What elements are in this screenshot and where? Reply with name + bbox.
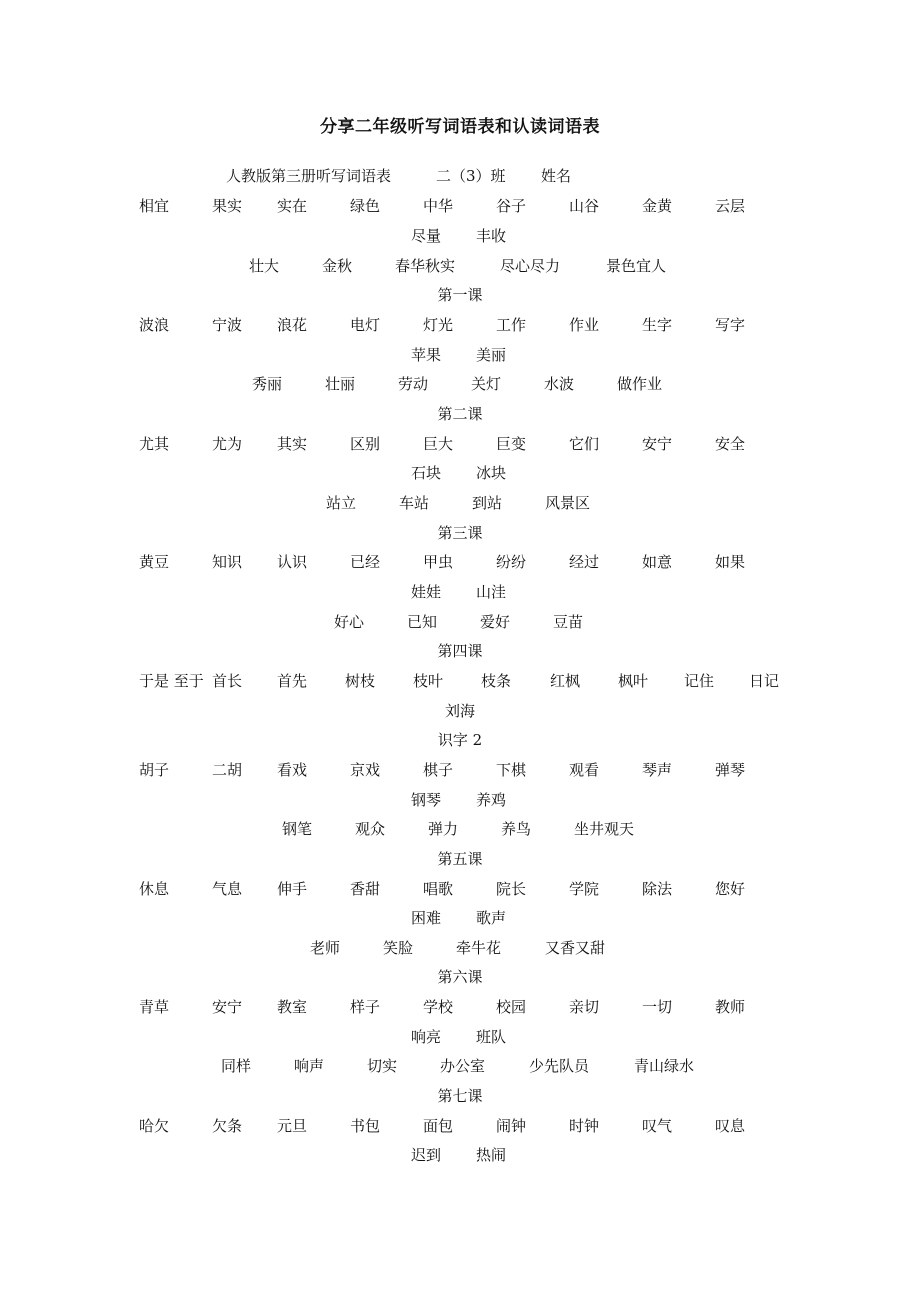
word: 除法 — [642, 880, 673, 898]
word: 山洼 — [476, 583, 507, 601]
word: 响声 — [294, 1057, 325, 1075]
word: 又香又甜 — [545, 939, 606, 957]
word: 宁波 — [212, 316, 243, 334]
word: 闹钟 — [496, 1117, 527, 1135]
word-row — [0, 995, 920, 1019]
word: 棋子 — [423, 761, 454, 779]
word: 亲切 — [569, 998, 600, 1016]
word-row — [0, 194, 920, 218]
word: 劳动 — [398, 375, 429, 393]
word: 枝叶 — [413, 672, 444, 690]
word: 首长 — [212, 672, 243, 690]
word: 老师 — [310, 939, 341, 957]
lesson-heading — [0, 283, 920, 307]
word: 热闹 — [476, 1146, 507, 1164]
lesson-title: 第六课 — [437, 968, 483, 986]
word: 山谷 — [569, 197, 600, 215]
word: 作业 — [569, 316, 600, 334]
class-label: 二（3）班 — [436, 167, 506, 185]
word: 欠条 — [212, 1117, 243, 1135]
word: 京戏 — [350, 761, 381, 779]
word: 尽量 — [411, 227, 442, 245]
word-row — [0, 758, 920, 782]
word: 认识 — [277, 553, 308, 571]
word: 浪花 — [277, 316, 308, 334]
word: 秀丽 — [252, 375, 283, 393]
word: 样子 — [350, 998, 381, 1016]
word-row — [0, 906, 920, 930]
word: 写字 — [715, 316, 746, 334]
word-row — [0, 254, 920, 278]
word: 迟到 — [411, 1146, 442, 1164]
lesson-title: 第一课 — [437, 286, 483, 304]
word: 已经 — [350, 553, 381, 571]
lesson-heading — [0, 847, 920, 871]
word: 学院 — [569, 880, 600, 898]
word: 办公室 — [440, 1057, 486, 1075]
word: 弹琴 — [715, 761, 746, 779]
word: 坐井观天 — [574, 820, 635, 838]
word: 唱歌 — [423, 880, 454, 898]
word: 经过 — [569, 553, 600, 571]
word: 已知 — [407, 613, 438, 631]
word: 枝条 — [481, 672, 512, 690]
word: 甲虫 — [423, 553, 454, 571]
word: 气息 — [212, 880, 243, 898]
word: 做作业 — [617, 375, 663, 393]
word: 院长 — [496, 880, 527, 898]
word: 水波 — [544, 375, 575, 393]
word-row — [0, 343, 920, 367]
word: 伸手 — [277, 880, 308, 898]
word: 教室 — [277, 998, 308, 1016]
word: 其实 — [277, 435, 308, 453]
word: 如意 — [642, 553, 673, 571]
word: 风景区 — [545, 494, 591, 512]
lesson-title: 第四课 — [437, 642, 483, 660]
word: 养鸟 — [501, 820, 532, 838]
lesson-heading — [0, 728, 920, 752]
word: 它们 — [569, 435, 600, 453]
word: 到站 — [472, 494, 503, 512]
word-row — [0, 1025, 920, 1049]
word: 哈欠 — [139, 1117, 170, 1135]
word: 学校 — [423, 998, 454, 1016]
word: 谷子 — [496, 197, 527, 215]
word-row — [0, 817, 920, 841]
word: 景色宜人 — [606, 257, 667, 275]
word: 看戏 — [277, 761, 308, 779]
word: 记住 — [684, 672, 715, 690]
word: 区别 — [350, 435, 381, 453]
word: 生字 — [642, 316, 673, 334]
lesson-title: 第五课 — [437, 850, 483, 868]
word: 冰块 — [476, 464, 507, 482]
word: 于是 至于 — [139, 672, 204, 690]
word: 校园 — [496, 998, 527, 1016]
word: 钢琴 — [411, 791, 442, 809]
word: 叹息 — [715, 1117, 746, 1135]
word: 响亮 — [411, 1028, 442, 1046]
word: 枫叶 — [618, 672, 649, 690]
word: 二胡 — [212, 761, 243, 779]
word: 牵牛花 — [456, 939, 502, 957]
word: 一切 — [642, 998, 673, 1016]
word: 您好 — [715, 880, 746, 898]
word: 班队 — [476, 1028, 507, 1046]
word: 巨大 — [423, 435, 454, 453]
word: 电灯 — [350, 316, 381, 334]
word: 养鸡 — [476, 791, 507, 809]
word: 尤其 — [139, 435, 170, 453]
word: 尤为 — [212, 435, 243, 453]
word: 青草 — [139, 998, 170, 1016]
word: 安全 — [715, 435, 746, 453]
word: 尽心尽力 — [500, 257, 561, 275]
word: 纷纷 — [496, 553, 527, 571]
word: 爱好 — [480, 613, 511, 631]
word: 相宜 — [139, 197, 170, 215]
word: 首先 — [277, 672, 308, 690]
word: 苹果 — [411, 346, 442, 364]
word: 日记 — [749, 672, 780, 690]
word: 红枫 — [550, 672, 581, 690]
word: 娃娃 — [411, 583, 442, 601]
word-row — [0, 224, 920, 248]
book-label: 人教版第三册听写词语表 — [226, 167, 392, 185]
word: 车站 — [399, 494, 430, 512]
word-row — [0, 491, 920, 515]
word-row — [0, 669, 920, 693]
word: 好心 — [334, 613, 365, 631]
word: 困难 — [411, 909, 442, 927]
word-row — [0, 432, 920, 456]
word: 知识 — [212, 553, 243, 571]
word-row — [0, 580, 920, 604]
word: 胡子 — [139, 761, 170, 779]
word-row — [0, 1114, 920, 1138]
lesson-title: 第三课 — [437, 524, 483, 542]
word: 金秋 — [322, 257, 353, 275]
word: 同样 — [221, 1057, 252, 1075]
word: 面包 — [423, 1117, 454, 1135]
header-line — [0, 164, 920, 188]
word: 关灯 — [471, 375, 502, 393]
page-title: 分享二年级听写词语表和认读词语表 — [320, 117, 600, 137]
word: 钢笔 — [282, 820, 313, 838]
word: 壮大 — [249, 257, 280, 275]
word: 站立 — [326, 494, 357, 512]
word: 香甜 — [350, 880, 381, 898]
word-row — [0, 550, 920, 574]
word: 教师 — [715, 998, 746, 1016]
word: 丰收 — [476, 227, 507, 245]
word: 云层 — [715, 197, 746, 215]
word: 书包 — [350, 1117, 381, 1135]
word: 休息 — [139, 880, 170, 898]
word-row — [0, 313, 920, 337]
word: 安宁 — [212, 998, 243, 1016]
word: 下棋 — [496, 761, 527, 779]
word-row — [0, 788, 920, 812]
word: 巨变 — [496, 435, 527, 453]
word: 美丽 — [476, 346, 507, 364]
lesson-heading — [0, 965, 920, 989]
word: 灯光 — [423, 316, 454, 334]
lesson-heading — [0, 639, 920, 663]
word-row — [0, 461, 920, 485]
name-label: 姓名 — [541, 167, 572, 185]
word: 时钟 — [569, 1117, 600, 1135]
word: 元旦 — [277, 1117, 308, 1135]
word: 观众 — [355, 820, 386, 838]
word: 绿色 — [350, 197, 381, 215]
word-row — [0, 1054, 920, 1078]
word: 石块 — [411, 464, 442, 482]
lesson-heading — [0, 1084, 920, 1108]
lesson-title: 第七课 — [437, 1087, 483, 1105]
word: 波浪 — [139, 316, 170, 334]
word: 观看 — [569, 761, 600, 779]
word: 琴声 — [642, 761, 673, 779]
word: 工作 — [496, 316, 527, 334]
word: 笑脸 — [383, 939, 414, 957]
word: 歌声 — [476, 909, 507, 927]
word: 青山绿水 — [634, 1057, 695, 1075]
word: 实在 — [277, 197, 308, 215]
word-row — [0, 877, 920, 901]
word-row — [0, 936, 920, 960]
word-row — [0, 1143, 920, 1167]
word: 安宁 — [642, 435, 673, 453]
word: 弹力 — [428, 820, 459, 838]
word: 少先队员 — [529, 1057, 590, 1075]
word-row — [0, 372, 920, 396]
lesson-title: 第二课 — [437, 405, 483, 423]
word: 壮丽 — [325, 375, 356, 393]
word: 果实 — [212, 197, 243, 215]
word: 豆苗 — [553, 613, 584, 631]
word: 切实 — [367, 1057, 398, 1075]
word: 金黄 — [642, 197, 673, 215]
word: 刘海 — [444, 702, 475, 720]
lesson-heading — [0, 402, 920, 426]
word: 春华秋实 — [395, 257, 456, 275]
word: 黄豆 — [139, 553, 170, 571]
lesson-heading — [0, 521, 920, 545]
word-row — [0, 610, 920, 634]
word-row — [0, 699, 920, 723]
word: 树枝 — [345, 672, 376, 690]
word: 如果 — [715, 553, 746, 571]
lesson-title: 识字 2 — [437, 731, 483, 749]
word: 中华 — [423, 197, 454, 215]
word: 叹气 — [642, 1117, 673, 1135]
